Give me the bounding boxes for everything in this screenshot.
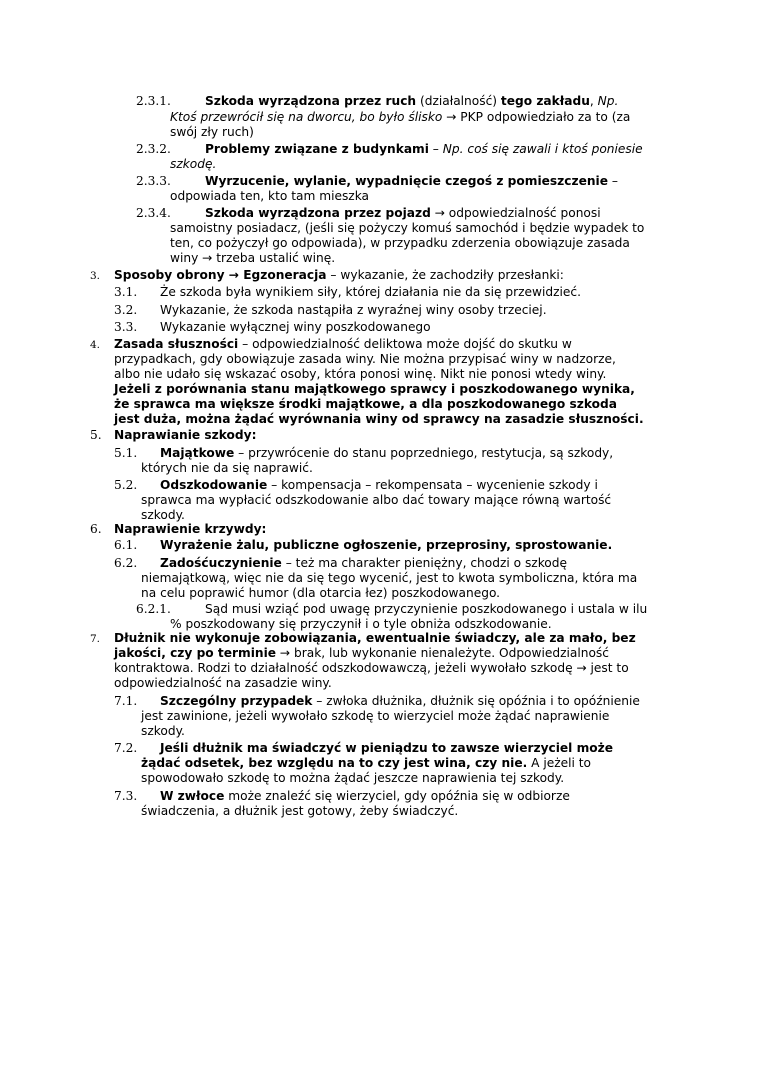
item-number: 3.1. — [114, 285, 138, 299]
item-number: 6.1. — [114, 538, 138, 552]
item-number: 6.2.1. — [136, 602, 171, 616]
paragraph-line: że sprawca ma większe środki majątkowe, a dla poszkodowanego szkoda — [114, 397, 617, 411]
item-number: 7.2. — [114, 741, 138, 755]
item-number: 5. — [90, 428, 102, 442]
item-number: 5.2. — [114, 478, 138, 492]
paragraph-line: Szkoda wyrządzona przez pojazd → odpowiedzialność ponosi — [205, 206, 601, 220]
paragraph-line: niemajątkową, więc nie da się tego wycenić, jest to kwota symboliczna, która ma — [141, 571, 638, 585]
paragraph-line: Że szkoda była wynikiem siły, której działania nie da się przewidzieć. — [160, 285, 581, 299]
paragraph-line: Problemy związane z budynkami – Np. coś się zawali i ktoś poniesie — [205, 142, 643, 156]
item-number: 2.3.1. — [136, 94, 171, 108]
paragraph-line: % poszkodowany się przyczynił i o tyle obniża odszkodowanie. — [170, 617, 552, 631]
paragraph-line: Zasada słuszności – odpowiedzialność deliktowa może dojść do skutku w — [114, 337, 572, 351]
paragraph-line: Wykazanie wyłącznej winy poszkodowanego — [160, 320, 431, 334]
paragraph-line: szkodę. — [170, 157, 217, 171]
item-number: 2.3.4. — [136, 206, 171, 220]
paragraph-line: przypadkach, gdy obowiązuje zasada winy. Nie można przypisać winy w nadzorze, — [114, 352, 616, 366]
paragraph-line: szkody. — [141, 508, 185, 522]
paragraph-line: szkody. — [141, 724, 185, 738]
item-number: 7. — [90, 633, 101, 645]
paragraph-line: samoistny posiadacz, (jeśli się pożyczy komuś samochód i będzie wypadek to — [170, 221, 645, 235]
paragraph-line: Sąd musi wziąć pod uwagę przyczynienie poszkodowanego i ustala w ilu — [205, 602, 648, 616]
paragraph-line: Jeśli dłużnik ma świadczyć w pieniądzu to zawsze wierzyciel może — [160, 741, 614, 755]
paragraph-line: Jeżeli z porównania stanu majątkowego sprawcy i poszkodowanego wynika, — [114, 382, 635, 396]
paragraph-line: Wyrzucenie, wylanie, wypadnięcie czegoś z pomieszczenie – — [205, 174, 618, 188]
item-number: 3.2. — [114, 303, 138, 317]
paragraph-line: jest duża, można żądać wyrównania winy od sprawcy na zasadzie słuszności. — [114, 412, 644, 426]
paragraph-line: Szczególny przypadek – zwłoka dłużnika, dłużnik się opóźnia i to opóźnienie — [160, 694, 640, 708]
item-number: 5.1. — [114, 446, 138, 460]
paragraph-line: świadczenia, a dłużnik jest gotowy, żeby świadczyć. — [141, 804, 459, 818]
item-number: 2.3.2. — [136, 142, 171, 156]
paragraph-line: odpowiedzialność na zasadzie winy. — [114, 676, 332, 690]
item-number: 2.3.3. — [136, 174, 171, 188]
section-heading: Naprawienie krzywdy: — [114, 522, 267, 536]
paragraph-line: odpowiada ten, kto tam mieszka — [170, 189, 370, 203]
paragraph-line: W zwłoce może znaleźć się wierzyciel, gdy opóźnia się w odbiorze — [160, 789, 570, 803]
paragraph-line: Szkoda wyrządzona przez ruch (działalność) tego zakładu, Np. — [205, 94, 619, 108]
item-number: 7.1. — [114, 694, 138, 708]
paragraph-line: Majątkowe – przywrócenie do stanu poprzedniego, restytucja, są szkody, — [160, 446, 614, 460]
paragraph-line: albo nie udało się wskazać osoby, która ponosi winę. Nikt nie ponosi wtedy winy. — [114, 367, 607, 381]
paragraph-line: których nie da się naprawić. — [141, 461, 313, 475]
paragraph-line: sprawca ma wypłacić odszkodowanie albo dać towary mające równą wartość — [141, 493, 612, 507]
paragraph-line: Wykazanie, że szkoda nastąpiła z wyraźnej winy osoby trzeciej. — [160, 303, 547, 317]
paragraph-line: winy → trzeba ustalić winę. — [170, 251, 336, 265]
paragraph-line: jest zawinione, jeżeli wywołało szkodę to wierzyciel może żądać naprawienie — [141, 709, 610, 723]
item-number: 7.3. — [114, 789, 138, 803]
paragraph-line: jakości, czy po terminie → brak, lub wykonanie nienależyte. Odpowiedzialność — [114, 646, 609, 660]
paragraph-line: Odszkodowanie – kompensacja – rekompensata – wycenienie szkody i — [160, 478, 598, 492]
paragraph-line: spowodowało szkodę to można żądać jeszcze naprawienia tej szkody. — [141, 771, 565, 785]
paragraph-line: Zadośćuczynienie – też ma charakter pieniężny, chodzi o szkodę — [160, 556, 568, 570]
item-number: 4. — [90, 339, 101, 351]
paragraph-line: Dłużnik nie wykonuje zobowiązania, ewentualnie świadczy, ale za mało, bez — [114, 631, 636, 645]
item-number: 3. — [90, 270, 101, 282]
paragraph-line: na celu poprawić humor (dla otarcia łez) poszkodowanego. — [141, 586, 501, 600]
paragraph-line: kontraktowa. Rodzi to działalność odszkodowawczą, jeżeli wywołało szkodę → jest to — [114, 661, 629, 675]
paragraph-line: żądać odsetek, bez względu na to czy jest wina, czy nie. A jeżeli to — [141, 756, 591, 770]
paragraph-line: ten, co pożyczył go odpowiada), w przypadku zderzenia obowiązuje zasada — [170, 236, 630, 250]
section-heading: Naprawianie szkody: — [114, 428, 257, 442]
paragraph-line: Sposoby obrony → Egzoneracja – wykazanie, że zachodziły przesłanki: — [114, 268, 564, 282]
paragraph-line: Wyrażenie żalu, publiczne ogłoszenie, przeprosiny, sprostowanie. — [160, 538, 613, 552]
item-number: 6.2. — [114, 556, 138, 570]
paragraph-line: swój zły ruch) — [170, 125, 254, 139]
item-number: 6. — [90, 522, 102, 536]
item-number: 3.3. — [114, 320, 138, 334]
paragraph-line: Ktoś przewrócił się na dworcu, bo było ślisko → PKP odpowiedziało za to (za — [170, 110, 631, 124]
